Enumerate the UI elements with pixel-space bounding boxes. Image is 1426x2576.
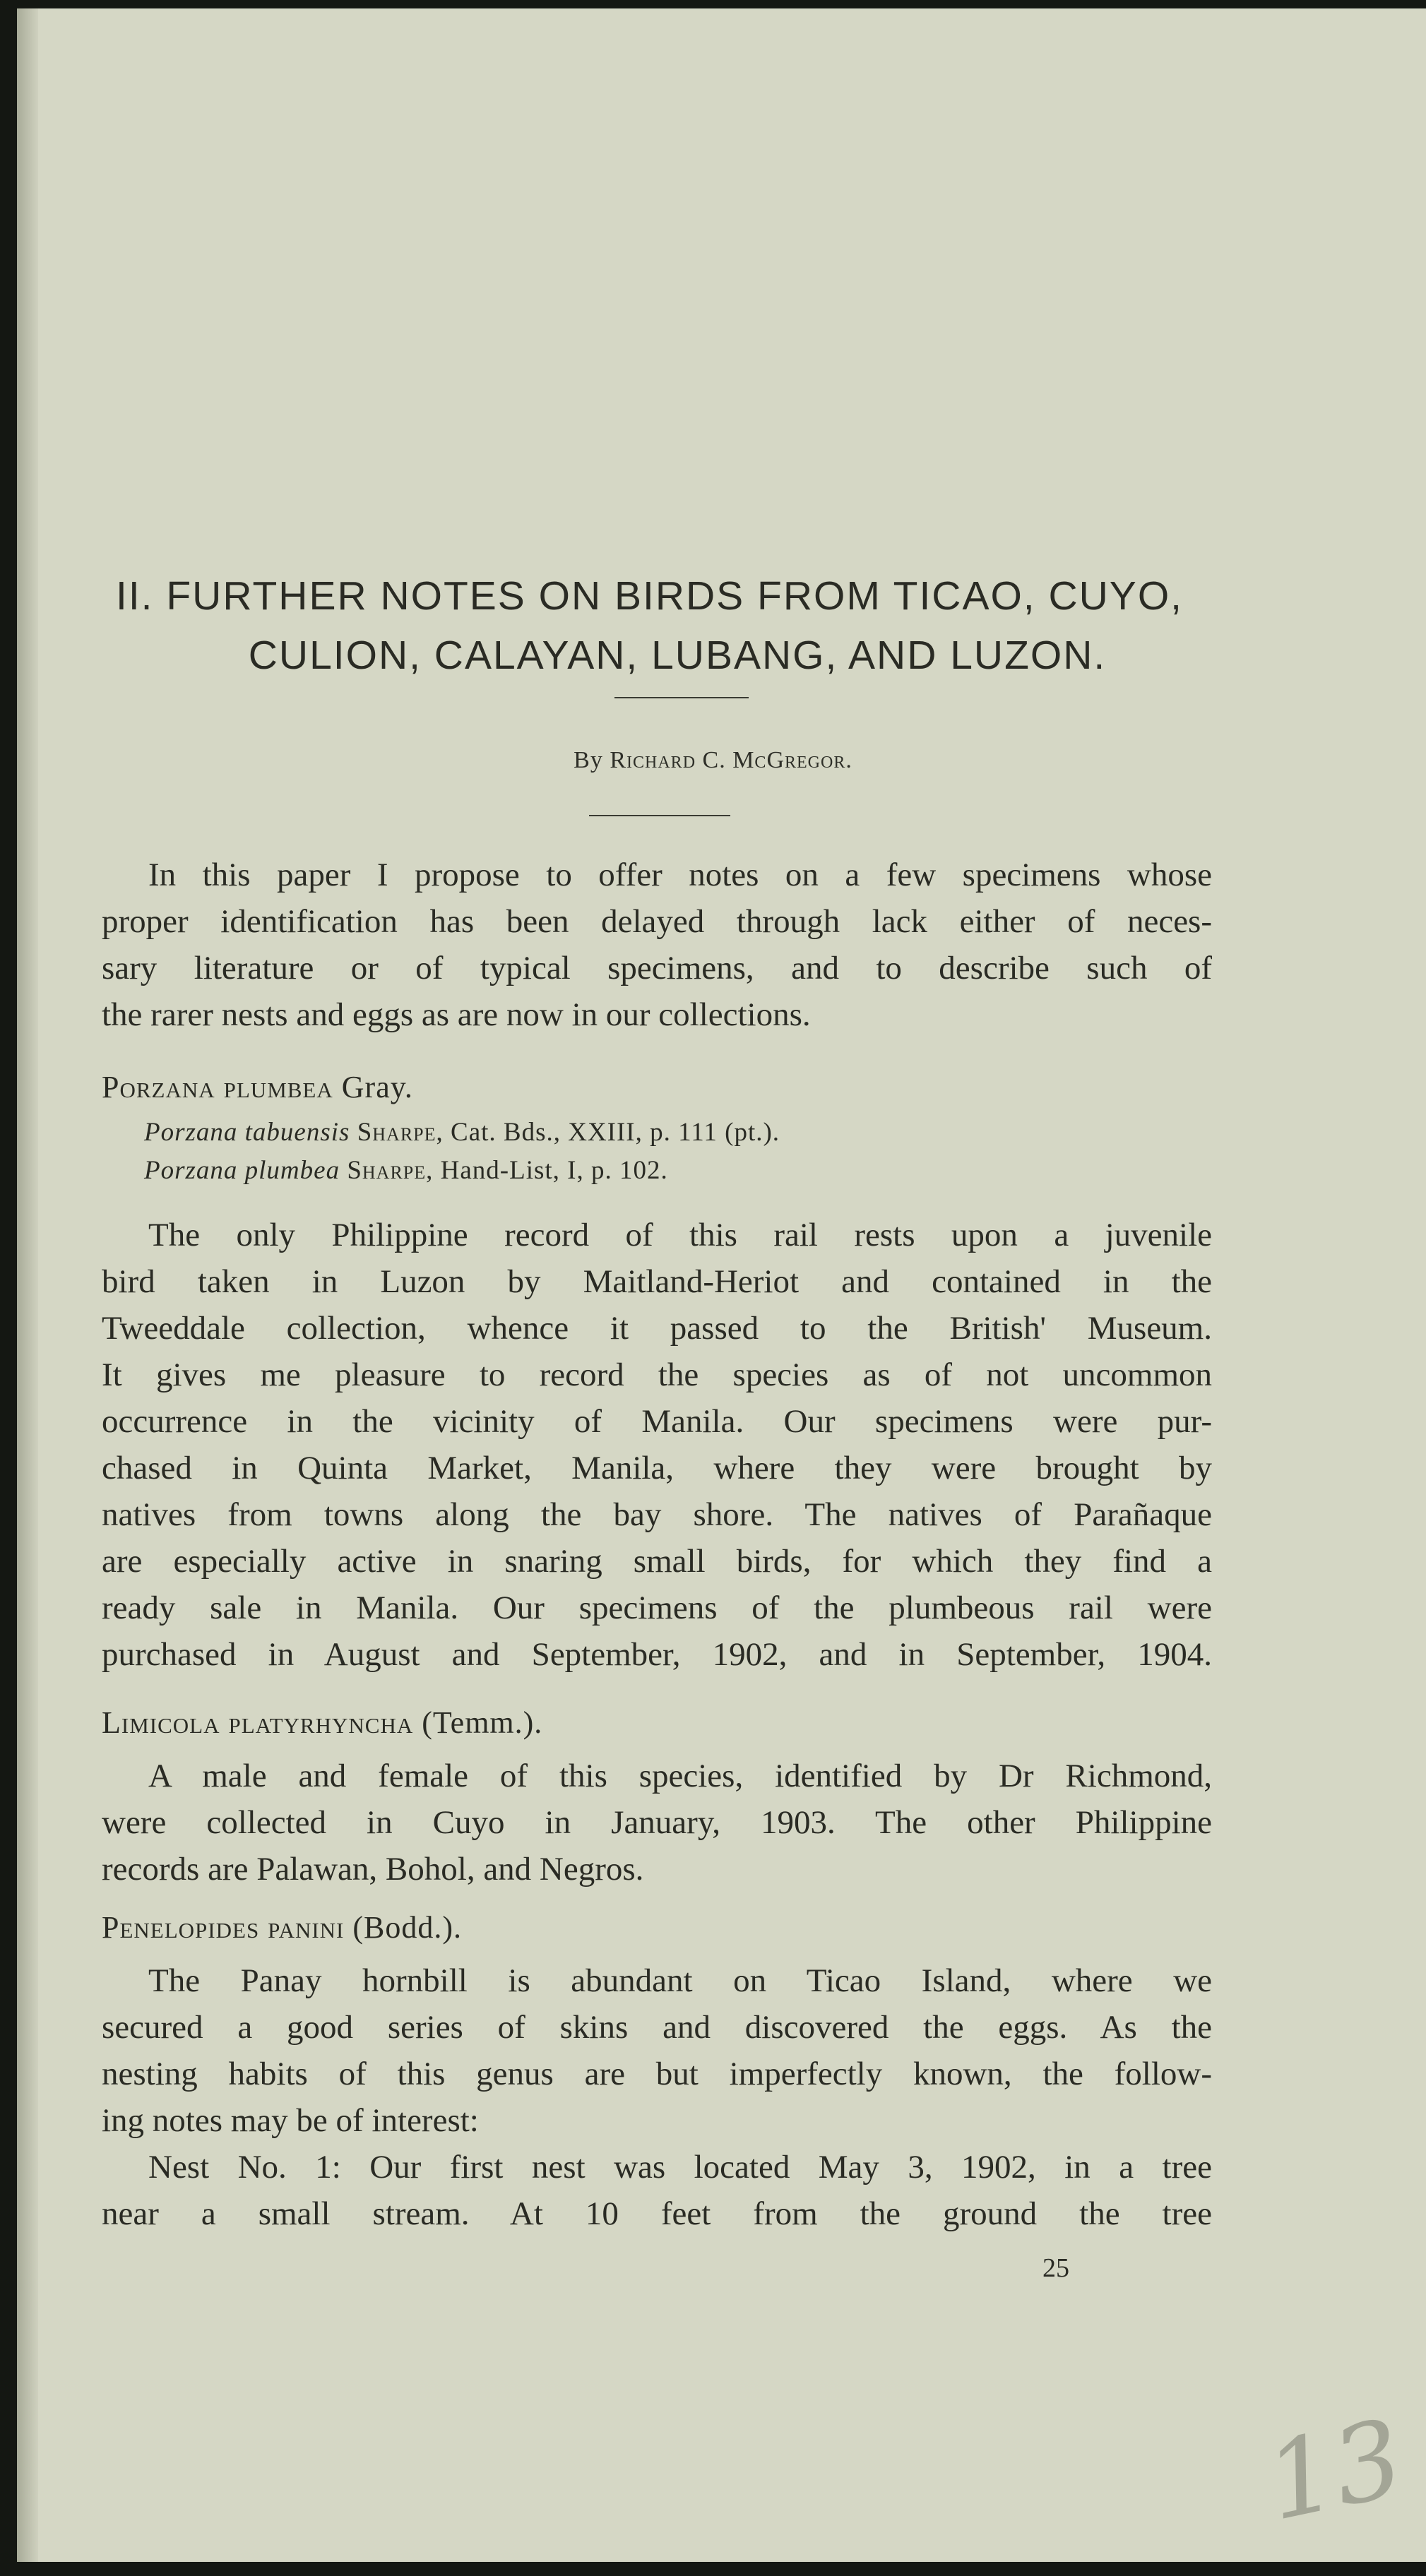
text-line: ing notes may be of interest: (102, 2102, 479, 2139)
species-authority: (Bodd.). (352, 1910, 463, 1945)
species-name: Porzana plumbea (102, 1070, 333, 1104)
text-line: bird taken in Luzon by Maitland-Heriot and contained in the (102, 1263, 1212, 1300)
text-line: records are Palawan, Bohol, and Negros. (102, 1851, 644, 1888)
text-line: secured a good series of skins and discovered the eggs. As the (102, 2009, 1212, 2046)
text-line: proper identification has been delayed through lack either of neces- (102, 903, 1212, 940)
synonym-ref: Hand-List, I, p. 102. (440, 1156, 668, 1185)
synonym-line (144, 1117, 780, 1147)
text-line: were collected in Cuyo in January, 1903. The other Philippine (102, 1804, 1212, 1841)
text-line: natives from towns along the bay shore. The natives of Parañaque (102, 1496, 1212, 1533)
pencil-mark: 13 (1255, 2397, 1413, 2545)
text-line: In this paper I propose to offer notes on a few specimens whose (148, 857, 1212, 893)
species-paragraph (102, 1212, 1212, 1678)
text-line: Tweeddale collection, whence it passed to the British' Museum. (102, 1310, 1212, 1347)
text-line: near a small stream. At 10 feet from the ground the tree (102, 2195, 1212, 2232)
text-line: The only Philippine record of this rail rests upon a juvenile (148, 1217, 1212, 1253)
text-line: A male and female of this species, identified by Dr Richmond, (148, 1758, 1212, 1794)
synonym-ref: Cat. Bds., XXIII, p. 111 (pt.). (451, 1118, 780, 1147)
byline-author: Richard C. McGregor. (610, 747, 852, 773)
article-title (116, 566, 1302, 685)
synonym-author: Sharpe, (357, 1118, 444, 1147)
species-name: Penelopides panini (102, 1910, 345, 1945)
species-paragraph (102, 1753, 1212, 1892)
title-line-1: II. FURTHER NOTES ON BIRDS FROM TICAO, CUYO, (116, 573, 1183, 619)
intro-paragraph (102, 852, 1212, 1038)
text-line: are especially active in snaring small birds, for which they find a (102, 1543, 1212, 1580)
text-line: It gives me pleasure to record the species as of not uncommon (102, 1356, 1212, 1393)
synonym-line (144, 1155, 668, 1186)
text-line: sary literature or of typical specimens, and to describe such of (102, 950, 1212, 986)
synonym-name: Porzana plumbea (144, 1156, 340, 1185)
species-paragraph (102, 2144, 1212, 2237)
species-name: Limicola platyrhyncha (102, 1705, 414, 1740)
text-line: chased in Quinta Market, Manila, where they were brought by (102, 1450, 1212, 1486)
rule-top (614, 697, 749, 698)
species-heading (102, 1069, 413, 1105)
text-line: occurrence in the vicinity of Manila. Our specimens were pur- (102, 1403, 1212, 1440)
synonym-name: Porzana tabuensis (144, 1118, 350, 1147)
text-line: the rarer nests and eggs as are now in our collections. (102, 996, 811, 1033)
rule-bottom (589, 815, 730, 816)
text-line: The Panay hornbill is abundant on Ticao Island, where we (148, 1962, 1212, 1999)
text-line: ready sale in Manila. Our specimens of the plumbeous rail were (102, 1590, 1212, 1626)
species-authority: (Temm.). (422, 1705, 543, 1740)
text-line: nesting habits of this genus are but imperfectly known, the follow- (102, 2056, 1212, 2092)
page-number: 25 (1042, 2253, 1069, 2283)
species-heading (102, 1705, 542, 1741)
title-line-2: CULION, CALAYAN, LUBANG, AND LUZON. (248, 633, 1107, 678)
byline-prefix: By (574, 747, 603, 773)
species-authority: Gray. (341, 1070, 413, 1104)
text-line: Nest No. 1: Our first nest was located May 3, 1902, in a tree (148, 2149, 1212, 2186)
byline (17, 747, 1426, 774)
synonym-author: Sharpe, (347, 1156, 434, 1185)
species-heading (102, 1909, 462, 1945)
document-page (17, 8, 1426, 2562)
species-paragraph (102, 1957, 1212, 2144)
text-line: purchased in August and September, 1902, and in September, 1904. (102, 1636, 1212, 1673)
